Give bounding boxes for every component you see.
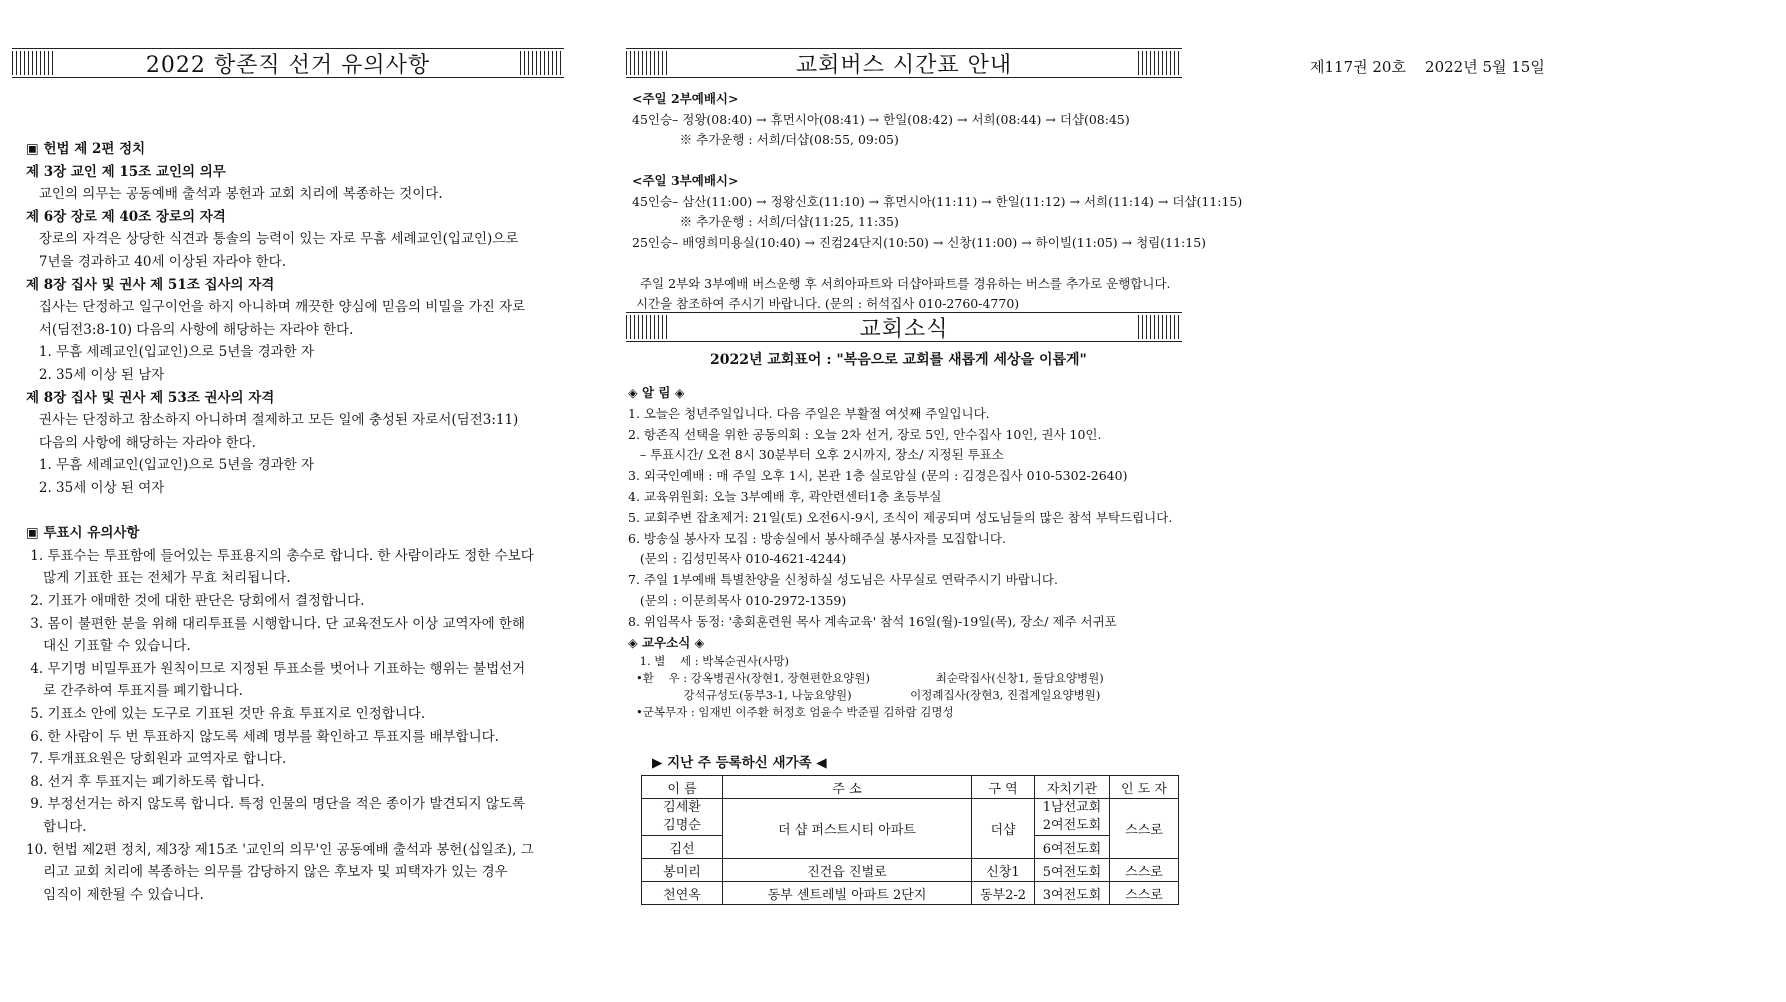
text-line: (문의 : 김성민목사 010-4621-4244) <box>628 551 847 567</box>
cell-org: 1남선교회 2여전도회 <box>1035 799 1110 836</box>
newcomer-table <box>641 775 1179 905</box>
header-stripe-right <box>1138 315 1182 339</box>
text-line: 2. 기표가 애매한 것에 대한 판단은 당회에서 결정합니다. <box>26 593 365 609</box>
cell-address: 더 샵 퍼스트시티 아파트 <box>723 799 972 859</box>
text-line: 4. 교육위원회: 오늘 3부예배 후, 곽안련센터1층 초등부실 <box>628 489 942 504</box>
text-line: 3. 몸이 불편한 분을 위해 대리투표를 시행합니다. 단 교육전도사 이상 교역자에 한해 <box>26 615 526 632</box>
text-line: 8. 위임목사 동정: '총회훈련원 목사 계속교육' 참석 16일(월)-19일(목), 장소/ 제주 서귀포 <box>628 613 1117 629</box>
text-line: 시간을 참조하여 주시기 바랍니다. (문의 : 허석집사 010-2760-4770) <box>632 296 1020 311</box>
col-guide: 인 도 자 <box>1110 776 1179 799</box>
text-line: 2. 35세 이상 된 여자 <box>26 480 165 496</box>
text-line: ◈ 교우소식 ◈ <box>628 634 705 650</box>
text-line: 10. 헌법 제2편 정치, 제3장 제15조 '교인의 의무'인 공동예배 출석과 봉헌(십일조), 그 <box>26 841 534 858</box>
header-stripe-left <box>626 51 670 75</box>
header-stripe-left <box>12 51 56 75</box>
election-title: 2022 항존직 선거 유의사항 <box>145 52 431 78</box>
text-line: 1. 투표수는 투표함에 들어있는 투표용지의 총수로 합니다. 한 사람이라도 정한 수보다 <box>26 547 534 564</box>
text-line: 1. 무흠 세례교인(입교인)으로 5년을 경과한 자 <box>26 457 315 474</box>
text-line: 임직이 제한될 수 있습니다. <box>26 886 204 903</box>
member-news-line: 1. 별 세 : 박복순권사(사망) <box>636 654 790 668</box>
header-stripe-right <box>520 51 564 75</box>
church-motto: 2022년 교회표어 : "복음으로 교회를 새롭게 세상을 이롭게" <box>710 352 1087 368</box>
text-line: 6. 방송실 봉사자 모집 : 방송실에서 봉사해주실 봉사자를 모집합니다. <box>628 530 1006 546</box>
cell-zone: 동부2-2 <box>972 882 1035 905</box>
text-line: 제 3장 교인 제 15조 교인의 의무 <box>26 163 226 180</box>
text-line: 리고 교회 치리에 복종하는 의무를 감당하지 않은 후보자 및 피택자가 있는 경우 <box>26 864 508 881</box>
cell-name: 김선 <box>642 836 723 859</box>
text-line: <주일 2부예배시> <box>632 91 739 106</box>
cell-org: 6여전도회 <box>1035 836 1110 859</box>
text-line: (문의 : 이문희목사 010-2972-1359) <box>628 593 847 608</box>
newcomer-title: ▶ 지난 주 등록하신 새가족 ◀ <box>652 755 827 771</box>
bus-header <box>626 48 1182 78</box>
header-stripe-right <box>1138 51 1182 75</box>
cell-org: 3여전도회 <box>1035 882 1110 905</box>
text-line: – 투표시간/ 오전 8시 30분부터 오후 2시까지, 장소/ 지정된 투표소 <box>628 447 1004 463</box>
text-line: 5. 기표소 안에 있는 도구로 기표된 것만 유효 투표지로 인정합니다. <box>26 706 426 722</box>
member-news-line: •환 우 : 강옥병권사(장현1, 장현편한요양원) 최순락집사(신창1, 돌담요양병원) <box>636 671 1104 685</box>
text-line: 3. 외국인예배 : 매 주일 오후 1시, 본관 1층 실로암실 (문의 : 김경은집사 010-5302-2640) <box>628 468 1128 484</box>
col-address: 주 소 <box>723 776 972 799</box>
cell-guide: 스스로 <box>1110 882 1179 905</box>
text-line: 8. 선거 후 투표지는 폐기하도록 합니다. <box>26 773 265 790</box>
text-line: 4. 무기명 비밀투표가 원칙이므로 지정된 투표소를 벗어나 기표하는 행위는 불법선거 <box>26 660 526 677</box>
cell-zone: 신창1 <box>972 859 1035 882</box>
text-line: ◈ 알 림 ◈ <box>628 385 685 400</box>
col-name: 이 름 <box>642 776 723 799</box>
text-line: 1. 오늘은 청년주일입니다. 다음 주일은 부활절 여섯째 주일입니다. <box>628 405 990 421</box>
text-line: ※ 추가운행 : 서희/더샵(08:55, 09:05) <box>632 132 899 147</box>
text-line: 서(딤전3:8-10) 다음의 사항에 해당하는 자라야 한다. <box>26 321 354 338</box>
cell-guide: 스스로 <box>1110 859 1179 882</box>
election-header <box>12 48 564 78</box>
text-line: 45인승– 삼산(11:00) → 정왕신호(11:10) → 휴먼시아(11:11) → 한일(11:12) → 서희(11:14) → 더샵(11:15) <box>632 193 1243 209</box>
text-line: ※ 추가운행 : 서희/더샵(11:25, 11:35) <box>632 214 899 229</box>
news-title: 교회소식 <box>859 316 949 342</box>
text-line: 다음의 사항에 해당하는 자라야 한다. <box>26 434 256 451</box>
text-line: 주일 2부와 3부예배 버스운행 후 서희아파트와 더샵아파트를 경유하는 버스를 추가로 운행합니다. <box>632 275 1171 291</box>
col-org: 자치기관 <box>1035 776 1110 799</box>
col-zone: 구 역 <box>972 776 1035 799</box>
text-line: <주일 3부예배시> <box>632 173 739 188</box>
text-line: 제 6장 장로 제 40조 장로의 자격 <box>26 208 226 225</box>
text-line: 7년을 경과하고 40세 이상된 자라야 한다. <box>26 254 287 270</box>
text-line: 45인승– 정왕(08:40) → 휴먼시아(08:41) → 한일(08:42) → 서희(08:44) → 더샵(08:45) <box>632 111 1130 127</box>
cell-name: 봉미리 <box>642 859 723 882</box>
text-line: 7. 투개표요원은 당회원과 교역자로 합니다. <box>26 751 287 768</box>
text-line: 권사는 단정하고 참소하지 아니하며 절제하고 모든 일에 충성된 자로서(딤전3:11) <box>26 412 519 429</box>
table-row <box>642 882 1179 905</box>
text-line: 1. 무흠 세례교인(입교인)으로 5년을 경과한 자 <box>26 344 315 361</box>
text-line: 제 8장 집사 및 권사 제 53조 권사의 자격 <box>26 389 275 406</box>
member-news-line: •군복무자 : 임재빈 이주환 허정호 엄윤수 박준필 김하람 김명성 <box>636 705 954 719</box>
cell-name: 천연옥 <box>642 882 723 905</box>
cell-zone: 더샵 <box>972 799 1035 859</box>
cell-address: 동부 센트레빌 아파트 2단지 <box>723 882 972 905</box>
text-line: 5. 교회주변 잡초제거: 21일(토) 오전6시-9시, 조식이 제공되며 성도님들의 많은 참석 부탁드립니다. <box>628 509 1173 525</box>
text-line: 합니다. <box>26 819 87 835</box>
text-line: 25인승– 배영희미용실(10:40) → 진컴24단지(10:50) → 신창(11:00) → 하이빌(11:05) → 청림(11:15) <box>632 234 1207 250</box>
text-line: 제 8장 집사 및 권사 제 51조 집사의 자격 <box>26 276 275 293</box>
text-line: 로 간주하여 투표지를 폐기합니다. <box>26 683 243 700</box>
text-line: 대신 기표할 수 있습니다. <box>26 638 191 655</box>
text-line: 9. 부정선거는 하지 않도록 합니다. 특정 인물의 명단을 적은 종이가 발견되지 않도록 <box>26 796 526 813</box>
text-line: ▣ 투표시 유의사항 <box>26 525 140 542</box>
text-line: 교인의 의무는 공동예배 출석과 봉헌과 교회 치리에 복종하는 것이다. <box>26 186 443 203</box>
text-line: 많게 기표한 표는 전체가 무효 처리됩니다. <box>26 570 291 587</box>
table-row <box>642 799 1179 836</box>
news-header <box>626 312 1182 342</box>
text-line: 장로의 자격은 상당한 식견과 통솔의 능력이 있는 자로 무흠 세례교인(입교인)으로 <box>26 231 519 248</box>
cell-address: 진건읍 진벌로 <box>723 859 972 882</box>
cell-name: 김세환 김명순 <box>642 799 723 836</box>
header-stripe-left <box>626 315 670 339</box>
text-line: 7. 주일 1부예배 특별찬양을 신청하실 성도님은 사무실로 연락주시기 바랍니다. <box>628 572 1058 588</box>
text-line: 2. 항존직 선택을 위한 공동의회 : 오늘 2차 선거, 장로 5인, 안수집사 10인, 권사 10인. <box>628 426 1102 442</box>
text-line: 6. 한 사람이 두 번 투표하지 않도록 세례 명부를 확인하고 투표지를 배부합니다. <box>26 728 499 745</box>
text-line: ▣ 헌법 제 2편 정치 <box>26 141 146 157</box>
cell-org: 5여전도회 <box>1035 859 1110 882</box>
cell-guide: 스스로 <box>1110 799 1179 859</box>
table-row <box>642 859 1179 882</box>
member-news-line: 강석규성도(동부3-1, 나눔요양원) 이정례집사(장현3, 진접계일요양병원) <box>636 688 1101 702</box>
bus-title: 교회버스 시간표 안내 <box>795 52 1013 78</box>
issue-info: 제117권 20호 2022년 5월 15일 <box>1310 58 1545 76</box>
text-line: 집사는 단정하고 일구이언을 하지 아니하며 깨끗한 양심에 믿음의 비밀을 가진 자로 <box>26 299 526 316</box>
text-line: 2. 35세 이상 된 남자 <box>26 367 165 383</box>
